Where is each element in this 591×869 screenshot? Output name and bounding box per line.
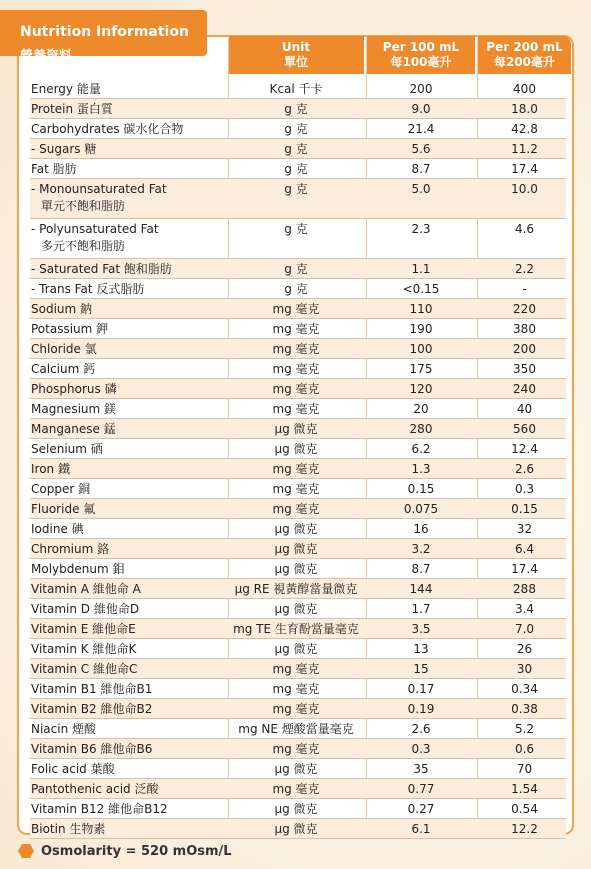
nutrient-name: [30, 579, 221, 598]
nutrient-rows: [30, 79, 566, 839]
table-row: [30, 419, 566, 439]
nutrient-unit: mg 毫克: [272, 502, 320, 516]
nutrient-name: [30, 259, 221, 278]
nutrient-name: [30, 399, 221, 418]
nutrient-name-line: Chromium 鉻: [31, 542, 110, 556]
value-per-100ml: 280: [409, 422, 433, 436]
table-row: [30, 559, 566, 579]
value-per-200ml: 11.2: [511, 142, 538, 156]
nutrient-name-line: - Trans Fat 反式脂肪: [31, 282, 145, 296]
nutrient-name-line: - Sugars 糖: [31, 142, 97, 156]
value-per-200ml: 70: [516, 762, 533, 776]
nutrient-name-line: Biotin 生物素: [31, 822, 106, 836]
table-row: [30, 159, 566, 179]
nutrient-name-line: Energy 能量: [31, 82, 101, 96]
nutrient-name: [30, 139, 221, 158]
nutrient-unit: Kcal 千卡: [269, 82, 323, 96]
nutrient-name-line: - Monounsaturated Fat: [31, 182, 167, 196]
nutrient-unit: μg 微克: [274, 602, 318, 616]
nutrient-name: [30, 159, 221, 178]
value-per-200ml: 288: [513, 582, 536, 596]
value-per-100ml: 0.3: [411, 742, 431, 756]
table-row: [30, 579, 566, 599]
value-per-200ml: 12.2: [511, 822, 538, 836]
value-per-200ml: 560: [513, 422, 536, 436]
nutrient-unit: μg 微克: [274, 822, 318, 836]
nutrient-unit: mg 毫克: [272, 342, 320, 356]
nutrient-name-line: Vitamin D 維他命D: [31, 602, 140, 616]
table-row: [30, 459, 566, 479]
value-per-100ml: 3.2: [411, 542, 431, 556]
value-per-200ml: 350: [513, 362, 536, 376]
nutrient-name: [30, 619, 221, 638]
nutrient-name-line: Iron 鐵: [31, 462, 70, 476]
nutrient-name-line: Vitamin B6 維他命B6: [31, 742, 153, 756]
nutrient-unit: μg 微克: [274, 422, 318, 436]
nutrient-unit: g 克: [284, 262, 308, 276]
nutrient-unit: μg 微克: [274, 442, 318, 456]
header-unit: [228, 36, 364, 74]
table-row: [30, 259, 566, 279]
nutrient-name: [30, 279, 221, 298]
table-row: [30, 479, 566, 499]
value-per-100ml: 100: [409, 342, 433, 356]
value-per-200ml: 400: [513, 82, 536, 96]
value-per-200ml: 1.54: [511, 782, 538, 796]
nutrient-name: [30, 439, 221, 458]
value-per-200ml: 0.54: [511, 802, 538, 816]
nutrient-name-line: Potassium 鉀: [31, 322, 109, 336]
value-per-200ml: 0.34: [511, 682, 538, 696]
value-per-100ml: 2.3: [411, 222, 431, 236]
nutrient-unit: g 克: [284, 102, 308, 116]
nutrient-name-line: 單元不飽和脂肪: [41, 199, 126, 213]
title-english: Nutrition Information: [20, 24, 189, 40]
header-per-100ml-en: Per 100 mL: [382, 40, 460, 54]
value-per-100ml: 175: [409, 362, 433, 376]
table-row: [30, 299, 566, 319]
nutrient-name: [30, 379, 221, 398]
nutrient-name-line: Copper 銅: [31, 482, 91, 496]
value-per-100ml: <0.15: [402, 282, 440, 296]
header-per-200ml-en: Per 200 mL: [486, 40, 563, 54]
value-per-100ml: 8.7: [411, 162, 431, 176]
value-per-200ml: 3.4: [514, 602, 535, 616]
value-per-100ml: 190: [409, 322, 433, 336]
nutrient-name: [30, 319, 221, 338]
nutrient-unit: mg 毫克: [272, 322, 320, 336]
nutrient-name: [30, 219, 221, 255]
nutrient-unit: mg 毫克: [272, 662, 320, 676]
value-per-100ml: 9.0: [411, 102, 431, 116]
value-per-100ml: 0.27: [407, 802, 435, 816]
value-per-100ml: 200: [409, 82, 433, 96]
nutrient-unit: μg 微克: [274, 642, 318, 656]
value-per-200ml: 220: [513, 302, 536, 316]
table-row: [30, 319, 566, 339]
nutrient-name-line: Iodine 碘: [31, 522, 84, 536]
nutrient-name-line: Vitamin E 維他命E: [31, 622, 136, 636]
value-per-100ml: 0.15: [407, 482, 435, 496]
value-per-100ml: 0.19: [407, 702, 435, 716]
nutrient-name-line: Pantothenic acid 泛酸: [31, 782, 159, 796]
table-row: [30, 739, 566, 759]
value-per-100ml: 1.7: [411, 602, 431, 616]
nutrient-name-line: Vitamin C 維他命C: [31, 662, 138, 676]
table-row: [30, 399, 566, 419]
header-unit-zh: 單位: [283, 55, 308, 69]
nutrient-unit: g 克: [284, 182, 308, 196]
value-per-100ml: 6.1: [411, 822, 431, 836]
header-per-100ml-zh: 每100毫升: [390, 55, 452, 69]
nutrient-unit: μg 微克: [274, 802, 318, 816]
nutrient-name: [30, 819, 221, 838]
nutrient-unit: μg RE 視黃醇當量微克: [234, 582, 358, 596]
table-row: [30, 819, 566, 839]
value-per-200ml: 12.4: [511, 442, 538, 456]
table-row: [30, 379, 566, 399]
value-per-100ml: 144: [409, 582, 433, 596]
nutrient-name-line: Fat 脂肪: [31, 162, 77, 176]
nutrient-name-line: Magnesium 鎂: [31, 402, 117, 416]
table-row: [30, 179, 566, 219]
nutrient-unit: μg 微克: [274, 542, 318, 556]
nutrient-unit: g 克: [284, 282, 308, 296]
table-row: [30, 99, 566, 119]
nutrient-name: [30, 519, 221, 538]
nutrient-name-line: Vitamin B12 維他命B12: [31, 802, 168, 816]
value-per-100ml: 0.17: [407, 682, 435, 696]
nutrient-name: [30, 339, 221, 358]
nutrient-unit: mg NE 煙酸當量毫克: [238, 722, 354, 736]
footer-note: [18, 843, 232, 859]
table-row: [30, 799, 566, 819]
value-per-200ml: 6.4: [514, 542, 535, 556]
nutrient-unit: g 克: [284, 142, 308, 156]
value-per-200ml: 0.15: [511, 502, 538, 516]
table-row: [30, 139, 566, 159]
nutrient-name-line: - Polyunsaturated Fat: [31, 222, 159, 236]
nutrient-name: [30, 559, 221, 578]
nutrient-name: [30, 459, 221, 478]
nutrient-name: [30, 799, 221, 818]
value-per-100ml: 2.6: [411, 722, 431, 736]
nutrient-unit: mg 毫克: [272, 302, 320, 316]
value-per-200ml: 0.38: [511, 702, 538, 716]
nutrient-name-line: Phosphorus 磷: [31, 382, 117, 396]
value-per-200ml: 10.0: [511, 182, 538, 196]
nutrient-unit: mg 毫克: [272, 402, 320, 416]
table-row: [30, 279, 566, 299]
table-row: [30, 699, 566, 719]
table-row: [30, 439, 566, 459]
value-per-100ml: 5.0: [411, 182, 431, 196]
nutrient-unit: mg TE 生育酚當量毫克: [233, 622, 359, 636]
value-per-100ml: 35: [413, 762, 429, 776]
table-row: [30, 779, 566, 799]
nutrient-name-line: - Saturated Fat 飽和脂肪: [31, 262, 172, 276]
nutrient-unit: μg 微克: [274, 762, 318, 776]
nutrient-name: [30, 179, 221, 215]
nutrient-name: [30, 499, 221, 518]
value-per-200ml: 17.4: [511, 562, 538, 576]
hexagon-icon: [18, 843, 34, 859]
value-per-100ml: 0.075: [403, 502, 439, 516]
nutrient-name: [30, 539, 221, 558]
nutrient-name-line: Sodium 鈉: [31, 302, 93, 316]
value-per-200ml: 0.6: [514, 742, 535, 756]
nutrient-unit: μg 微克: [274, 562, 318, 576]
value-per-100ml: 13: [413, 642, 429, 656]
nutrient-name-line: Vitamin A 維他命 A: [31, 582, 141, 596]
nutrient-name: [30, 79, 221, 98]
value-per-100ml: 1.3: [411, 462, 431, 476]
value-per-200ml: 380: [513, 322, 536, 336]
nutrient-name-line: Manganese 錳: [31, 422, 116, 436]
value-per-100ml: 6.2: [411, 442, 431, 456]
value-per-200ml: 42.8: [511, 122, 538, 136]
value-per-200ml: 200: [513, 342, 536, 356]
value-per-100ml: 16: [413, 522, 429, 536]
value-per-100ml: 120: [409, 382, 433, 396]
nutrient-unit: mg 毫克: [272, 782, 320, 796]
nutrient-name-line: Vitamin K 維他命K: [31, 642, 137, 656]
value-per-200ml: 4.6: [514, 222, 535, 236]
table-row: [30, 519, 566, 539]
nutrient-name: [30, 359, 221, 378]
value-per-200ml: 18.0: [511, 102, 538, 116]
value-per-100ml: 5.6: [411, 142, 431, 156]
header-per-200ml-zh: 每200毫升: [493, 55, 556, 69]
nutrient-name-line: Protein 蛋白質: [31, 102, 113, 116]
table-row: [30, 119, 566, 139]
value-per-200ml: 7.0: [514, 622, 535, 636]
value-per-200ml: 2.2: [514, 262, 535, 276]
nutrient-name-line: Vitamin B2 維他命B2: [31, 702, 153, 716]
nutrient-name: [30, 99, 221, 118]
nutrient-name-line: Fluoride 氟: [31, 502, 96, 516]
nutrient-name: [30, 739, 221, 758]
nutrient-unit: mg 毫克: [272, 382, 320, 396]
nutrient-name: [30, 119, 221, 138]
nutrient-name: [30, 479, 221, 498]
nutrient-name: [30, 679, 221, 698]
table-row: [30, 339, 566, 359]
nutrient-name-line: 多元不飽和脂肪: [41, 239, 126, 253]
nutrient-name: [30, 639, 221, 658]
nutrient-name-line: Selenium 硒: [31, 442, 103, 456]
header-per-100ml: [367, 36, 475, 74]
nutrient-name-line: Vitamin B1 維他命B1: [31, 682, 153, 696]
nutrient-unit: mg 毫克: [272, 482, 320, 496]
nutrient-unit: mg 毫克: [272, 362, 320, 376]
table-row: [30, 219, 566, 259]
nutrient-unit: g 克: [284, 162, 308, 176]
header-unit-en: Unit: [281, 40, 311, 54]
header-per-200ml: [478, 36, 571, 74]
value-per-100ml: 20: [413, 402, 429, 416]
value-per-200ml: -: [522, 282, 527, 296]
nutrient-name: [30, 599, 221, 618]
nutrient-name: [30, 699, 221, 718]
table-row: [30, 759, 566, 779]
nutrient-name-line: Chloride 氯: [31, 342, 97, 356]
table-row: [30, 79, 566, 99]
nutrient-unit: mg 毫克: [272, 742, 320, 756]
value-per-200ml: 0.3: [514, 482, 535, 496]
table-row: [30, 719, 566, 739]
value-per-200ml: 32: [516, 522, 533, 536]
value-per-200ml: 26: [516, 642, 533, 656]
value-per-100ml: 1.1: [411, 262, 431, 276]
nutrient-unit: g 克: [284, 222, 308, 236]
nutrient-name-line: Molybdenum 鉬: [31, 562, 125, 576]
value-per-200ml: 40: [516, 402, 533, 416]
table-row: [30, 619, 566, 639]
value-per-200ml: 2.6: [514, 462, 535, 476]
nutrient-name-line: Niacin 煙酸: [31, 722, 97, 736]
nutrient-unit: g 克: [284, 122, 308, 136]
table-row: [30, 659, 566, 679]
nutrient-name: [30, 759, 221, 778]
nutrient-name-line: Calcium 鈣: [31, 362, 96, 376]
nutrient-unit: μg 微克: [274, 522, 318, 536]
nutrient-name: [30, 419, 221, 438]
nutrient-name: [30, 719, 221, 738]
title-tab: [0, 10, 207, 64]
value-per-100ml: 110: [409, 302, 433, 316]
nutrient-unit: mg 毫克: [272, 462, 320, 476]
value-per-100ml: 8.7: [411, 562, 431, 576]
osmolarity-text: Osmolarity = 520 mOsm/L: [41, 843, 232, 859]
title-chinese: 營養資料: [20, 49, 73, 64]
nutrient-name-line: Carbohydrates 碳水化合物: [31, 122, 184, 136]
value-per-100ml: 15: [413, 662, 429, 676]
value-per-200ml: 30: [516, 662, 533, 676]
value-per-200ml: 240: [513, 382, 536, 396]
nutrient-name-line: Folic acid 葉酸: [31, 762, 115, 776]
table-row: [30, 499, 566, 519]
value-per-200ml: 5.2: [514, 722, 535, 736]
value-per-100ml: 0.77: [407, 782, 435, 796]
nutrient-name: [30, 659, 221, 678]
value-per-100ml: 3.5: [411, 622, 431, 636]
table-row: [30, 679, 566, 699]
nutrient-name: [30, 299, 221, 318]
nutrient-unit: mg 毫克: [272, 682, 320, 696]
table-row: [30, 539, 566, 559]
nutrient-name: [30, 779, 221, 798]
table-row: [30, 599, 566, 619]
value-per-100ml: 21.4: [407, 122, 435, 136]
nutrient-unit: mg 毫克: [272, 702, 320, 716]
value-per-200ml: 17.4: [511, 162, 538, 176]
table-row: [30, 359, 566, 379]
table-row: [30, 639, 566, 659]
